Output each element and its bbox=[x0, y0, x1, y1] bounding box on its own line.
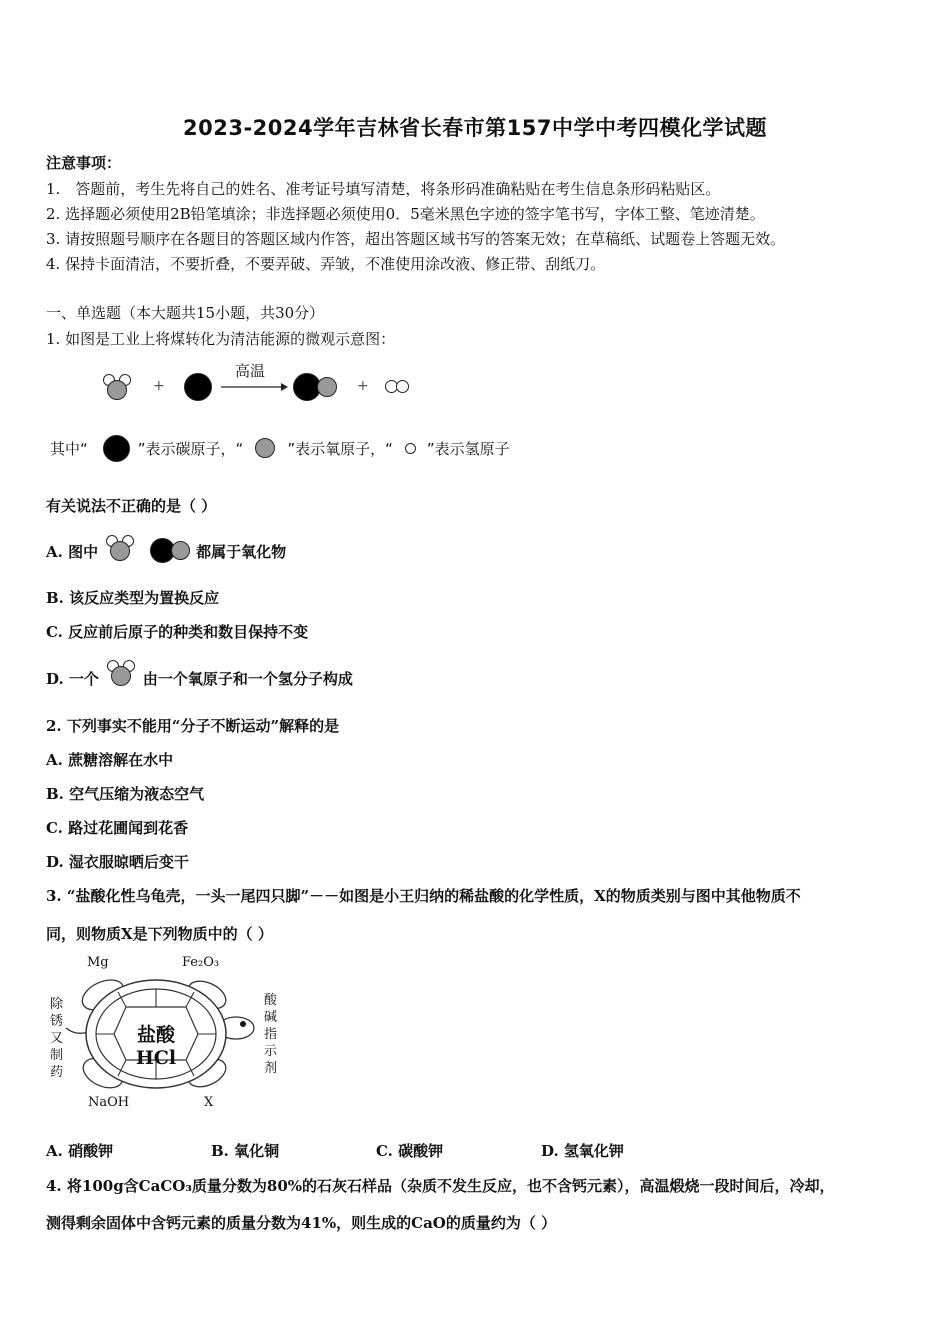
q2-option-d[interactable]: D. 湿衣服晾晒后变干 bbox=[46, 853, 189, 871]
reaction-diagram bbox=[95, 358, 435, 418]
turtle-figure bbox=[46, 952, 286, 1117]
option-text: 都属于氧化物 bbox=[196, 543, 287, 561]
q4-stem: 测得剩余固体中含钙元素的质量分数为41%，则生成的CaO的质量约为（ ） bbox=[46, 1214, 557, 1232]
legend-text: ”表示氧原子，“ bbox=[287, 440, 393, 458]
label-left: 除锈又制药 bbox=[50, 997, 64, 1080]
plus-sign: + bbox=[153, 378, 165, 394]
q1-stem: 1. 如图是工业上将煤转化为清洁能源的微观示意图： bbox=[46, 330, 396, 348]
oxygen-atom bbox=[111, 666, 131, 686]
oxygen-atom bbox=[255, 438, 275, 458]
hydrogen-atom bbox=[396, 380, 409, 393]
oxygen-atom bbox=[107, 380, 127, 400]
q1-question: 有关说法不正确的是（ ） bbox=[46, 497, 217, 515]
hydrogen-atom bbox=[405, 443, 416, 454]
q2-option-b[interactable]: B. 空气压缩为液态空气 bbox=[46, 785, 205, 803]
label-x: X bbox=[204, 1095, 214, 1110]
reaction-arrow bbox=[221, 381, 289, 393]
label-mg: Mg bbox=[87, 955, 109, 970]
q3-stem: 3. “盐酸化性乌龟壳，一头一尾四只脚”－－如图是小王归纳的稀盐酸的化学性质，X的物质类别与图中其他物质不 bbox=[46, 887, 801, 905]
label-fe2o3: Fe₂O₃ bbox=[182, 955, 220, 970]
legend-text: ”表示氢原子 bbox=[426, 440, 510, 458]
option-text: 由一个氧原子和一个氢分子构成 bbox=[142, 670, 353, 688]
plus-sign: + bbox=[357, 378, 369, 394]
notice-item: 4. 保持卡面清洁，不要折叠，不要弄破、弄皱，不准使用涂改液、修正带、刮纸刀。 bbox=[46, 255, 606, 273]
reaction-condition: 高温 bbox=[235, 362, 266, 380]
q2-option-c[interactable]: C. 路过花圃闻到花香 bbox=[46, 819, 189, 837]
notice-item: 2. 选择题必须使用2B铅笔填涂；非选择题必须使用0．5毫米黑色字迹的签字笔书写，字体工整、笔迹清楚。 bbox=[46, 205, 765, 223]
oxygen-atom bbox=[110, 541, 130, 561]
q3-option-d[interactable]: D. 氢氧化钾 bbox=[541, 1142, 624, 1160]
page-title: 2023-2024学年吉林省长春市第157中学中考四模化学试题 bbox=[183, 116, 767, 140]
option-label: A. 图中 bbox=[46, 543, 99, 561]
oxygen-atom bbox=[317, 377, 337, 397]
shell-center-label: 盐酸 HCl bbox=[135, 1024, 177, 1069]
oxygen-atom bbox=[171, 541, 190, 560]
carbon-atom bbox=[103, 435, 130, 462]
carbon-atom bbox=[184, 373, 212, 401]
q1-option-d[interactable] bbox=[46, 668, 353, 689]
q3-option-b[interactable]: B. 氧化铜 bbox=[211, 1142, 280, 1160]
q1-option-a[interactable] bbox=[46, 541, 286, 562]
q3-stem: 同，则物质X是下列物质中的（ ） bbox=[46, 925, 273, 943]
legend-text: ”表示碳原子，“ bbox=[137, 440, 244, 458]
notice-heading: 注意事项： bbox=[46, 154, 122, 172]
q2-stem: 2. 下列事实不能用“分子不断运动”解释的是 bbox=[46, 717, 340, 735]
option-label: D. 一个 bbox=[46, 670, 99, 688]
q1-option-b[interactable]: B. 该反应类型为置换反应 bbox=[46, 589, 220, 607]
notice-item: 3. 请按照题号顺序在各题目的答题区域内作答，超出答题区域书写的答案无效；在草稿纸、试题卷上答题无效。 bbox=[46, 230, 786, 248]
legend-text: 其中“ bbox=[50, 440, 88, 458]
label-naoh: NaOH bbox=[88, 1095, 130, 1110]
q4-stem: 4. 将100g含CaCO₃质量分数为80%的石灰石样品（杂质不发生反应，也不含钙元素），高温煅烧一段时间后，冷却， bbox=[46, 1177, 835, 1195]
section-heading: 一、单选题（本大题共15小题，共30分） bbox=[46, 304, 325, 322]
q3-option-c[interactable]: C. 碳酸钾 bbox=[376, 1142, 444, 1160]
atom-legend bbox=[50, 438, 510, 459]
q1-option-c[interactable]: C. 反应前后原子的种类和数目保持不变 bbox=[46, 623, 309, 641]
label-right: 酸碱指示剂 bbox=[264, 993, 278, 1076]
notice-item: 1. 答题前，考生先将自己的姓名、准考证号填写清楚，将条形码准确粘贴在考生信息条形码粘贴区。 bbox=[46, 180, 721, 198]
q3-option-a[interactable]: A. 硝酸钾 bbox=[46, 1142, 114, 1160]
q2-option-a[interactable]: A. 蔗糖溶解在水中 bbox=[46, 751, 174, 769]
